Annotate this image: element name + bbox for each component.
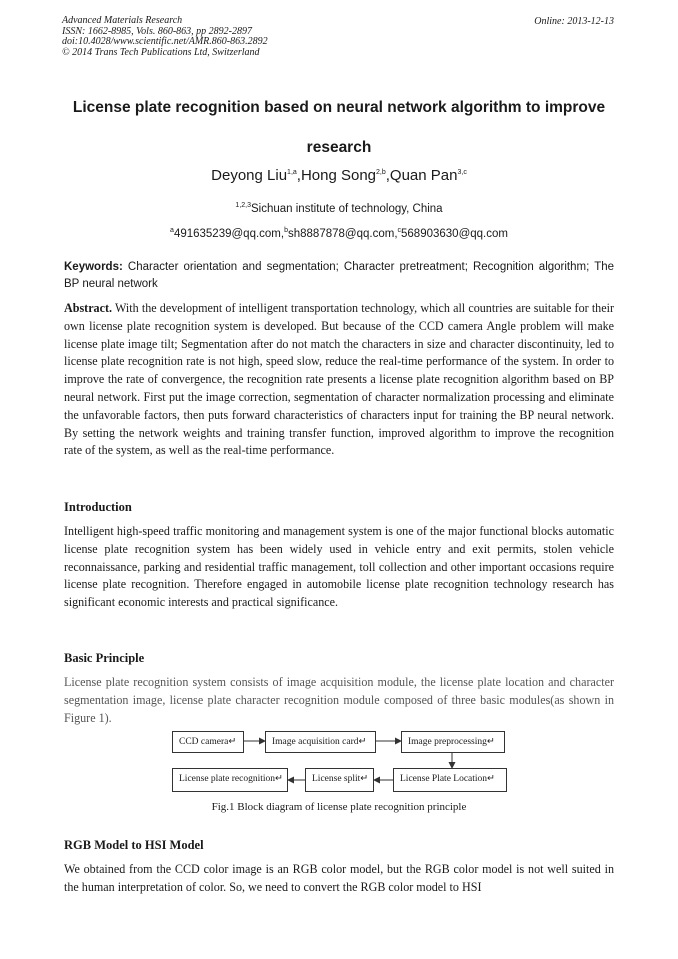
figure-1-caption: Fig.1 Block diagram of license plate recognition principle	[211, 801, 467, 813]
abstract	[64, 300, 614, 460]
keywords-label: Keywords:	[64, 261, 123, 273]
online-date: Online: 2013-12-13	[534, 16, 614, 27]
box-image-acquisition-card: Image acquisition card↵	[265, 731, 376, 753]
introduction-paragraph: Intelligent high-speed traffic monitoring and management system is one of the major functional blocks automatic license plate recognition system has been widely used in vehicle entry and exit permits, stolen vehicle reconnaissance, parking and residential traffic management, toll collection and other important occasions require license plate recognition. Therefore engaged in automobile license plate recognition technology research has significant economic interests and practical significance.	[64, 524, 614, 610]
journal-copyright: © 2014 Trans Tech Publications Ltd, Switzerland	[62, 46, 260, 58]
box-license-plate-location: License Plate Location↵	[393, 768, 507, 792]
email-sup: a	[170, 227, 174, 235]
author-name: Deyong Liu	[211, 167, 288, 184]
box-image-preprocessing: Image preprocessing↵	[401, 731, 505, 753]
section-heading-rgb-to-hsi: RGB Model to HSI Model	[64, 838, 204, 852]
author-separator: ,	[296, 167, 301, 184]
paper-title: License plate recognition based on neural network algorithm to improve research	[72, 99, 606, 156]
author-name: Quan Pan	[389, 167, 458, 184]
affiliation-text: Sichuan institute of technology, China	[251, 203, 443, 215]
journal-doi: doi:10.4028/www.scientific.net/AMR.860-863.2892	[62, 36, 268, 48]
basic-principle-paragraph: License plate recognition system consists of image acquisition module, the license plate location and character segmentation image, license plate character recognition module composed of three basic modules(as shown in Figure 1).	[64, 675, 614, 725]
box-license-plate-recognition: License plate recognition↵	[172, 768, 288, 792]
box-ccd-camera: CCD camera↵	[172, 731, 244, 753]
journal-name: Advanced Materials Research	[62, 15, 183, 26]
author-line	[40, 167, 638, 184]
abstract-label: Abstract.	[64, 301, 113, 315]
section-heading-introduction: Introduction	[64, 500, 132, 514]
affiliation	[40, 203, 638, 215]
abstract-text: With the development of intelligent transportation technology, which all countries are suitable for their own license plate recognition system is developed. But because of the CCD camera Angle problem will make license plate image tilt; Segmentation after do not match the characters in size and character discontinuity, led to license plate recognition rate is not high, speed slow, reduce the real-time performance of the system. In order to improve the rate of convergence, the recognition rate presents a license plate recognition algorithm based on BP neural network. First put the image correction, segmentation of character normalization processing and eliminate the unfavorable factors, then puts forward characteristics of characters input for training the BP neural network. By setting the network weights and training transfer function, improved algorithm to improve the recognition rate of the system, as well as the real-time performance.	[64, 301, 614, 458]
keywords	[64, 259, 614, 292]
author-sup: 1,a	[287, 169, 297, 176]
email-line	[40, 228, 638, 240]
author-sup: 3,c	[457, 169, 467, 176]
email-address: sh8887878@qq.com	[288, 228, 395, 240]
affiliation-sup: 1,2,3	[235, 202, 251, 210]
email-separator: ,	[394, 228, 398, 240]
email-sup: b	[284, 227, 288, 235]
keywords-text: Character orientation and segmentation; Character pretreatment; Recognition algorithm; The BP neural network	[64, 261, 615, 290]
journal-issn: ISSN: 1662-8985, Vols. 860-863, pp 2892-2897	[62, 25, 252, 37]
author-sup: 2,b	[376, 169, 386, 176]
author-name: Hong Song	[300, 167, 377, 184]
email-address: 568903630@qq.com	[401, 228, 508, 240]
email-sup: c	[397, 227, 402, 235]
journal-meta	[62, 16, 268, 58]
email-separator: ,	[280, 228, 285, 240]
section-heading-basic-principle: Basic Principle	[64, 651, 145, 665]
box-license-split: License split↵	[305, 768, 374, 792]
email-address: 491635239@qq.com	[173, 228, 281, 240]
author-separator: ,	[385, 167, 390, 184]
rgb-to-hsi-paragraph: We obtained from the CCD color image is an RGB color model, but the RGB color model is not well suited in the human interpretation of color. So, we need to convert the RGB color model to HSI	[64, 862, 614, 894]
